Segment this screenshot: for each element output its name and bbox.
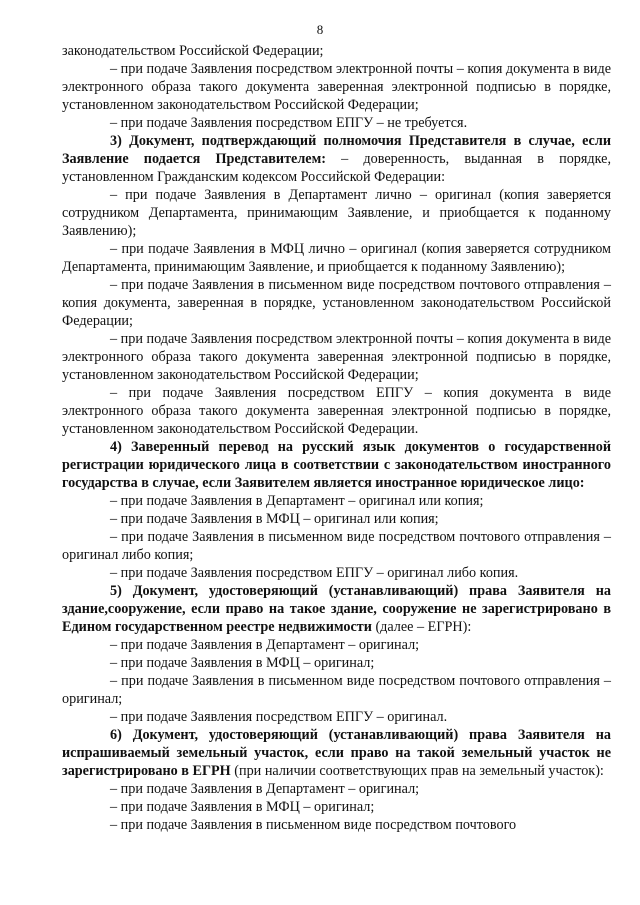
paragraph-11 [62, 492, 611, 510]
paragraph-text: (далее – ЕГРН): [371, 619, 472, 635]
paragraph-23 [62, 816, 611, 834]
paragraph-text: – при подаче Заявления в письменном виде посредством почтового отправления – оригинал либо копия; [62, 529, 611, 563]
paragraph-7 [62, 276, 611, 330]
paragraph-text: – при подаче Заявления посредством ЕПГУ – оригинал либо копия. [110, 565, 519, 581]
paragraph-2 [62, 60, 611, 114]
paragraph-text: – при подаче Заявления посредством ЕПГУ – оригинал. [110, 709, 448, 725]
paragraph-text: – при подаче Заявления в Департамент лично – оригинал (копия заверяется сотрудником Департамента, принимающим Заявление, и приобщается к поданному Заявлению); [62, 187, 611, 239]
paragraph-18 [62, 672, 611, 708]
paragraph-text: – при подаче Заявления в Департамент – оригинал; [110, 781, 420, 797]
paragraph-22 [62, 798, 611, 816]
paragraph-text: – при подаче Заявления в письменном виде посредством почтового отправления – копия документа, заверенная в порядке, установленном законодательством Российской Федерации; [62, 277, 611, 329]
paragraph-text: – при подаче Заявления в МФЦ лично – оригинал (копия заверяется сотрудником Департамента, принимающим Заявление, и приобщается к поданному Заявлению); [62, 241, 611, 275]
paragraph-9 [62, 384, 611, 438]
paragraph-14 [62, 564, 611, 582]
paragraph-text: – при подаче Заявления в Департамент – оригинал; [110, 637, 420, 653]
paragraph-text: (при наличии соответствующих прав на земельный участок): [230, 763, 604, 779]
section-heading: 5) Документ, удостоверяющий (устанавливающий) права Заявителя на здание,сооружение, если право на такое здание, сооружение не зарегистрировано в Едином государственном реестре недвижимости [62, 583, 611, 635]
paragraph-1 [62, 42, 611, 60]
paragraph-3 [62, 114, 611, 132]
section-3-heading-paragraph [62, 132, 611, 186]
paragraph-text: – при подаче Заявления посредством ЕПГУ – не требуется. [110, 115, 468, 131]
paragraph-16 [62, 636, 611, 654]
section-heading: 3) Документ, подтверждающий полномочия Представителя в случае, если Заявление подается Представителем: [62, 133, 611, 167]
section-6-heading-paragraph [62, 726, 611, 780]
section-4-heading-paragraph [62, 438, 611, 492]
paragraph-text: законодательством Российской Федерации; [62, 43, 324, 59]
page-number: 8 [316, 22, 324, 37]
paragraph-text: – при подаче Заявления в МФЦ – оригинал; [110, 655, 375, 671]
paragraph-8 [62, 330, 611, 384]
paragraph-19 [62, 708, 611, 726]
paragraph-text: – доверенность, выданная в порядке, установленном Гражданским кодексом Российской Федерации: [62, 151, 612, 185]
paragraph-17 [62, 654, 611, 672]
paragraph-text: – при подаче Заявления в Департамент – оригинал или копия; [110, 493, 484, 509]
paragraph-6 [62, 240, 611, 276]
section-heading: 4) Заверенный перевод на русский язык документов о государственной регистрации юридического лица в соответствии с законодательством иностранного государства в случае, если Заявителем является иностранное юридическое лицо: [62, 439, 611, 491]
paragraph-13 [62, 528, 611, 564]
paragraph-text: – при подаче Заявления в МФЦ – оригинал или копия; [110, 511, 439, 527]
paragraph-text: – при подаче Заявления посредством ЕПГУ – копия документа в виде электронного образа такого документа заверенная электронной подписью в порядке, установленном законодательством Российской Федерации. [62, 385, 611, 437]
paragraph-21 [62, 780, 611, 798]
paragraph-12 [62, 510, 611, 528]
document-body [62, 42, 611, 834]
section-5-heading-paragraph [62, 582, 611, 636]
paragraph-text: – при подаче Заявления в письменном виде посредством почтового отправления – оригинал; [62, 673, 611, 707]
paragraph-text: – при подаче Заявления посредством электронной почты – копия документа в виде электронного образа такого документа заверенная электронной подписью в порядке, установленном законодательством Российской Федерации; [62, 331, 611, 383]
section-heading: 6) Документ, удостоверяющий (устанавливающий) права Заявителя на испрашиваемый земельный участок, если право на такой земельный участок не зарегистрировано в ЕГРН [62, 727, 611, 779]
paragraph-text: – при подаче Заявления посредством электронной почты – копия документа в виде электронного образа такого документа заверенная электронной подписью в порядке, установленном законодательством Российской Федерации; [62, 61, 611, 113]
paragraph-5 [62, 186, 611, 240]
paragraph-text: – при подаче Заявления в письменном виде посредством почтового [110, 817, 517, 833]
paragraph-text: – при подаче Заявления в МФЦ – оригинал; [110, 799, 375, 815]
